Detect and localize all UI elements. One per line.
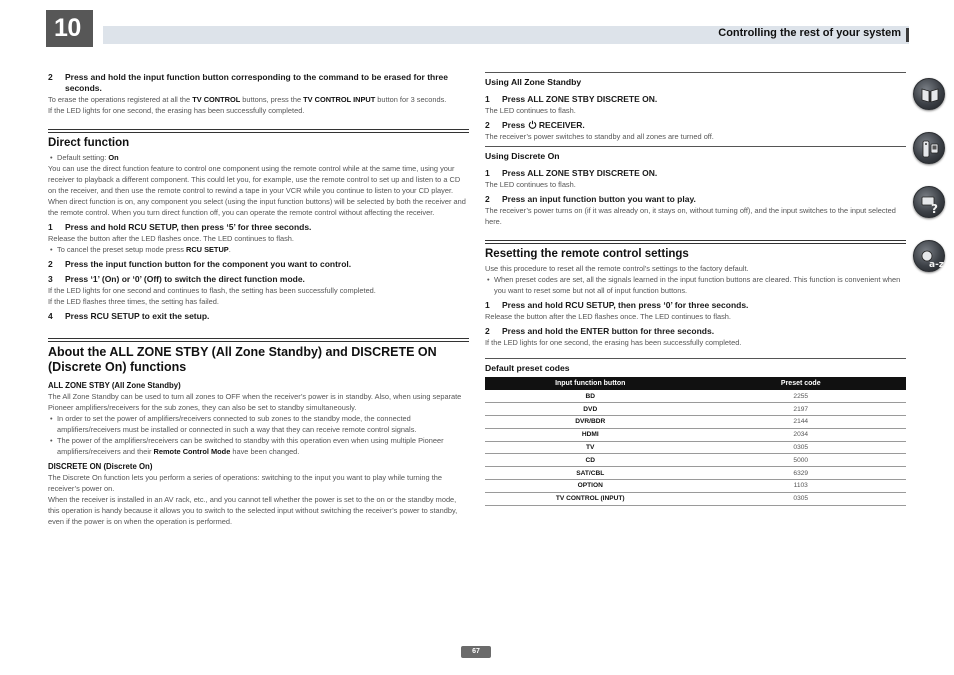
- direct-step-1-note: Release the button after the LED flashes once. The LED continues to flash.: [48, 234, 294, 243]
- direct-function-para-2: When direct function is on, any component you select (using the input function buttons) will be selected by both the receiver and the remote control. When you turn direct function off, you can operate the remote control without affecting the receiver.: [48, 197, 466, 217]
- reset-bullet: • When preset codes are set, all the signals learned in the input function buttons are cleared. This function is convenient when you want to reset some but not all of input function buttons.: [487, 275, 901, 295]
- section-divider: [48, 129, 469, 133]
- direct-step-3: 3 Press ‘1’ (On) or ‘0’ (Off) to switch the direct function mode.: [48, 274, 305, 284]
- all-zone-step-1: 1 Press ALL ZONE STBY DISCRETE ON.: [485, 94, 658, 104]
- help-icon[interactable]: [913, 186, 945, 218]
- power-icon: [528, 120, 537, 129]
- erase-step: 2 Press and hold the input function button corresponding to the command to be erased for three seconds.: [48, 72, 469, 94]
- page-number: 67: [461, 646, 491, 658]
- all-zone-stby-para: The All Zone Standby can be used to turn all zones to OFF when the receiver’s power is in standby. Also, when using separate Pioneer amplifiers/receivers for the sub zones, they can also be set to standby simultaneously.: [48, 392, 462, 412]
- discrete-on-para-1: The Discrete On function lets you perform a series of operations: switching to the input you want to play while turning the receiver’s power on.: [48, 473, 442, 493]
- preset-codes-heading: Default preset codes: [485, 363, 570, 373]
- table-row: TV 0305: [485, 441, 906, 454]
- table-row: DVR/BDR 2144: [485, 416, 906, 429]
- discrete-on-para-2: When the receiver is installed in an AV rack, etc., and you cannot tell whether the power is set to the on or the standby mode, this operation is handy because it allows you to switch to the selected input without switching the receiver’s power to standby, even if the power is on when the operation is performed.: [48, 495, 458, 526]
- reset-step-1-note: Release the button after the LED flashes once. The LED continues to flash.: [485, 312, 731, 321]
- chapter-header-band: [103, 26, 909, 44]
- table-row: CD 5000: [485, 454, 906, 467]
- table-row: HDMI 2034: [485, 428, 906, 441]
- all-zone-stby-subheading: ALL ZONE STBY (All Zone Standby): [48, 381, 181, 390]
- using-discrete-heading: Using Discrete On: [485, 151, 560, 161]
- all-zone-step-2: 2 Press RECEIVER.: [485, 120, 585, 130]
- table-row: TV CONTROL (INPUT) 0305: [485, 492, 906, 505]
- discrete-step-2-note: The receiver’s power turns on (if it was already on, it stays on, without turning off), and the input switches to the input selected here.: [485, 206, 896, 226]
- section-divider: [485, 72, 906, 73]
- direct-function-para-1: You can use the direct function feature to control one component using the remote control while at the same time, using your receiver to playback a different component. This could let you, for example, use the remote control to set up and listen to a CD on the receiver, and then use the remote control to rewind a tape in your VCR while you continue to listen to your CD player.: [48, 164, 461, 195]
- left-column: [48, 72, 469, 527]
- reset-step-2: 2 Press and hold the ENTER button for three seconds.: [485, 326, 715, 336]
- remote-control-icon[interactable]: [913, 132, 945, 164]
- direct-function-heading: Direct function: [48, 137, 130, 149]
- erase-step-result: If the LED lights for one second, the erasing has been successfully completed.: [48, 106, 305, 115]
- default-setting: • Default setting: On: [50, 153, 119, 162]
- chapter-number: 10: [46, 10, 93, 47]
- preset-codes-table: [485, 377, 906, 506]
- direct-step-4: 4 Press RCU SETUP to exit the setup.: [48, 311, 210, 321]
- section-divider: [485, 358, 906, 359]
- reset-step-1: 1 Press and hold RCU SETUP, then press ‘0’ for three seconds.: [485, 300, 749, 310]
- column-header-input: Input function button: [485, 377, 696, 390]
- table-row: BD 2255: [485, 390, 906, 403]
- direct-step-2: 2 Press the input function button for the component you want to control.: [48, 259, 352, 269]
- all-zone-heading: About the ALL ZONE STBY (All Zone Standby) and DISCRETE ON (Discrete On) functions: [48, 345, 437, 374]
- using-all-zone-heading: Using All Zone Standby: [485, 77, 582, 87]
- direct-step-3-failure: If the LED flashes three times, the setting has failed.: [48, 297, 219, 306]
- section-divider: [48, 338, 469, 342]
- erase-step-note: To erase the operations registered at all the TV CONTROL buttons, press the TV CONTROL INPUT button for 3 seconds.: [48, 95, 447, 104]
- all-zone-step-2-note: The receiver’s power switches to standby and all zones are turned off.: [485, 132, 714, 141]
- chapter-title: Controlling the rest of your system: [718, 27, 901, 39]
- all-zone-bullet-2: • The power of the amplifiers/receivers can be switched to standby with this operation even when using multiple Pioneer amplifiers/receivers and their Remote Control Mode have been changed.: [50, 436, 444, 456]
- table-row: SAT/CBL 6329: [485, 467, 906, 480]
- reset-step-2-note: If the LED lights for one second, the erasing has been successfully completed.: [485, 338, 742, 347]
- reset-para: Use this procedure to reset all the remote control’s settings to the factory default.: [485, 264, 749, 273]
- svg-text:?: ?: [931, 202, 938, 216]
- table-row: OPTION 1103: [485, 480, 906, 493]
- svg-text:a-z: a-z: [929, 260, 945, 270]
- index-icon[interactable]: [913, 240, 945, 272]
- direct-step-1: 1 Press and hold RCU SETUP, then press ‘5’ for three seconds.: [48, 222, 312, 232]
- all-zone-step-1-note: The LED continues to flash.: [485, 106, 576, 115]
- section-divider: [485, 146, 906, 147]
- erase-step-text: Press and hold the input function button corresponding to the command to be erased for three seconds.: [65, 72, 448, 93]
- direct-step-3-success: If the LED lights for one second and continues to flash, the setting has been successfully completed.: [48, 286, 376, 295]
- section-divider: [485, 240, 906, 244]
- header-end-bar: [906, 28, 909, 42]
- column-header-code: Preset code: [696, 377, 907, 390]
- discrete-step-1-note: The LED continues to flash.: [485, 180, 576, 189]
- all-zone-bullet-1: • In order to set the power of amplifiers/receivers connected to sub zones to the standby mode, the connected amplifiers/receivers must be installed or connected in such a way that they can receive remote control signals.: [50, 414, 417, 434]
- table-row: DVD 2197: [485, 403, 906, 416]
- table-header-row: [485, 377, 906, 390]
- discrete-on-subheading: DISCRETE ON (Discrete On): [48, 462, 153, 471]
- right-column: [485, 72, 906, 506]
- reset-heading: Resetting the remote control settings: [485, 248, 689, 260]
- direct-step-1-bullet: • To cancel the preset setup mode press RCU SETUP.: [50, 245, 231, 254]
- book-icon[interactable]: [913, 78, 945, 110]
- discrete-step-1: 1 Press ALL ZONE STBY DISCRETE ON.: [485, 168, 658, 178]
- discrete-step-2: 2 Press an input function button you want to play.: [485, 194, 696, 204]
